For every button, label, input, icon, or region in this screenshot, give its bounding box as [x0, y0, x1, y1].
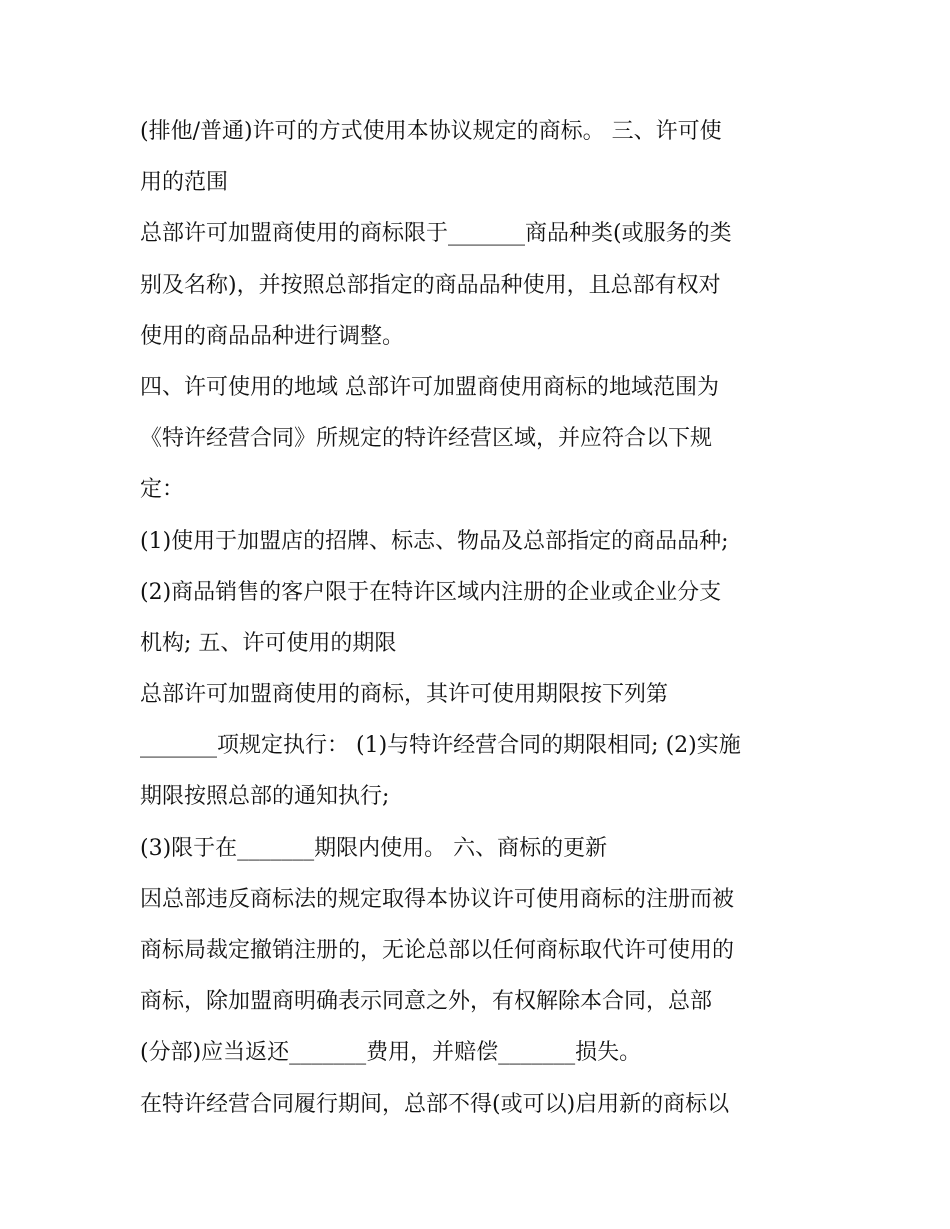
- text-line: 机构; 五、许可使用的期限: [140, 630, 397, 656]
- text-line: (1)使用于加盟店的招牌、标志、物品及总部指定的商品品种;: [140, 528, 729, 554]
- text-line: 在特许经营合同履行期间，总部不得(或可以)启用新的商标以: [140, 1091, 730, 1117]
- text-line: 《特许经营合同》所规定的特许经营区域，并应符合以下规: [140, 426, 713, 452]
- text-line: (3)限于在_______期限内使用。 六、商标的更新: [140, 835, 608, 861]
- text-line: 商标，除加盟商明确表示同意之外，有权解除本合同，总部: [140, 989, 713, 1015]
- text-line: 定：: [140, 477, 185, 503]
- text-line: 商标局裁定撤销注册的，无论总部以任何商标取代许可使用的: [140, 938, 735, 963]
- text-line: (分部)应当返还_______费用，并赔偿_______损失。: [140, 1040, 642, 1066]
- text-line: _______项规定执行： (1)与特许经营合同的期限相同; (2)实施: [140, 733, 741, 759]
- text-line: 总部许可加盟商使用的商标，其许可使用期限按下列第: [140, 682, 669, 708]
- text-line: 别及名称)，并按照总部指定的商品品种使用，且总部有权对: [140, 272, 721, 298]
- text-line: (排他/普通)许可的方式使用本协议规定的商标。 三、许可使: [140, 119, 722, 144]
- text-line: 期限按照总部的通知执行;: [140, 784, 390, 810]
- text-line: 总部许可加盟商使用的商标限于_______商品种类(或服务的类: [140, 221, 732, 247]
- text-line: 使用的商品品种进行调整。: [140, 323, 405, 349]
- text-line: 用的范围: [140, 170, 229, 196]
- document-body: [140, 106, 830, 1130]
- text-line: (2)商品销售的客户限于在特许区域内注册的企业或企业分支: [140, 579, 722, 605]
- text-line: 四、许可使用的地域 总部许可加盟商使用商标的地域范围为: [140, 374, 719, 400]
- text-line: 因总部违反商标法的规定取得本协议许可使用商标的注册而被: [140, 886, 735, 912]
